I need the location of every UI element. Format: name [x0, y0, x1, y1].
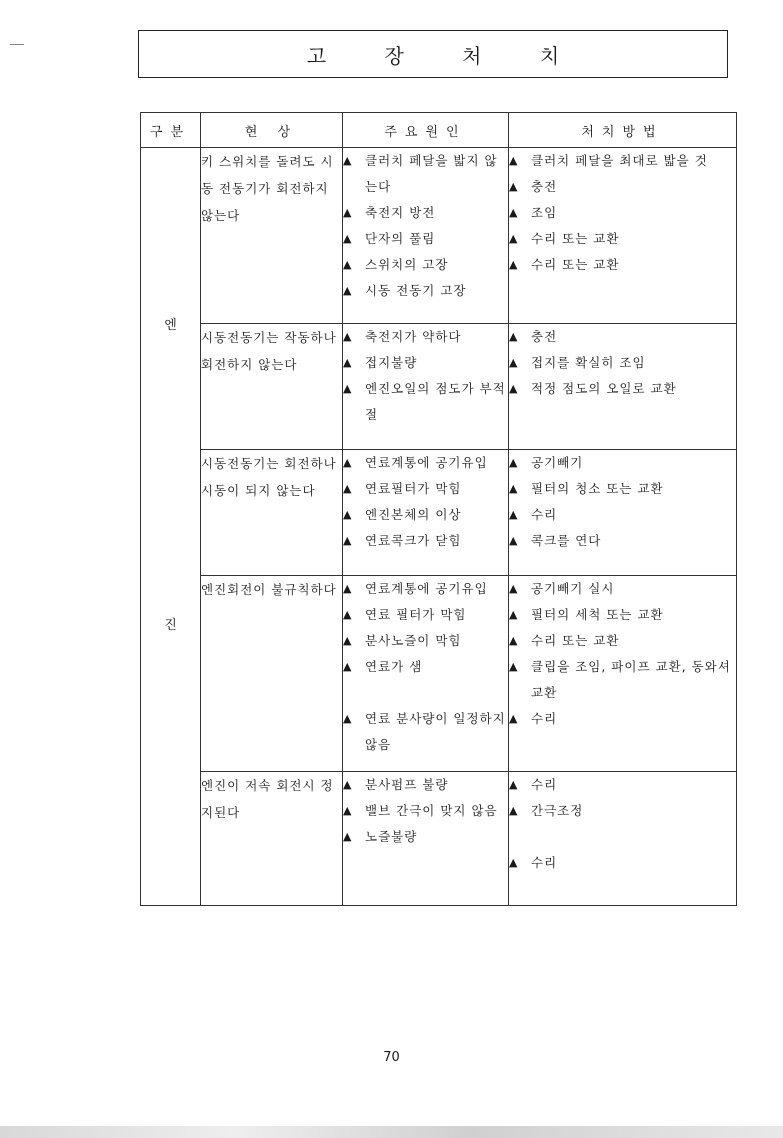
triangle-bullet-icon: ▲	[509, 482, 519, 495]
triangle-bullet-icon: ▲	[343, 356, 353, 369]
triangle-bullet-icon: ▲	[343, 206, 353, 219]
triangle-bullet-icon: ▲	[343, 330, 353, 343]
list-item: ▲ 연료필터가 막힘	[343, 476, 508, 502]
list-item: ▲ 축전지가 약하다	[343, 324, 508, 350]
list-item: ▲ 수리	[509, 502, 736, 528]
list-item: ▲ 필터의 청소 또는 교환	[509, 476, 736, 502]
list-item: ▲ 수리	[509, 706, 736, 732]
list-item: ▲ 수리 또는 교환	[509, 226, 736, 252]
triangle-bullet-icon: ▲	[509, 534, 519, 547]
list-item: ▲ 충전	[509, 174, 736, 200]
list-item: ▲ 노즐불량	[343, 824, 508, 850]
triangle-bullet-icon: ▲	[509, 356, 519, 369]
triangle-bullet-icon: ▲	[343, 804, 353, 817]
triangle-bullet-icon: ▲	[509, 856, 519, 869]
category-char-2: 진	[164, 618, 177, 633]
triangle-bullet-icon: ▲	[343, 534, 353, 547]
list-item: ▲ 공기빼기	[509, 450, 736, 476]
triangle-bullet-icon: ▲	[509, 634, 519, 647]
triangle-bullet-icon: ▲	[343, 154, 353, 167]
triangle-bullet-icon: ▲	[343, 712, 353, 725]
table-row	[141, 324, 737, 450]
list-item: ▲ 수리 또는 교환	[509, 628, 736, 654]
list-item: ▲ 연료 필터가 막힘	[343, 602, 508, 628]
list-item: ▲ 단자의 풀림	[343, 226, 508, 252]
list-item: ▲ 조임	[509, 200, 736, 226]
list-item: ▲ 연료계통에 공기유입	[343, 576, 508, 602]
triangle-bullet-icon: ▲	[509, 232, 519, 245]
list-item: ▲ 클립을 조임, 파이프 교환, 동와셔 교환	[509, 654, 736, 706]
header-category: 구분	[141, 113, 201, 148]
triangle-bullet-icon: ▲	[509, 660, 519, 673]
list-item: ▲ 간극조정	[509, 798, 736, 824]
list-item: ▲ 접지를 확실히 조임	[509, 350, 736, 376]
list-item: ▲ 축전지 방전	[343, 200, 508, 226]
triangle-bullet-icon: ▲	[509, 778, 519, 791]
cause-cell	[343, 576, 509, 772]
triangle-bullet-icon: ▲	[343, 482, 353, 495]
header-cause: 주요원인	[343, 113, 509, 148]
list-item: ▲ 접지불량	[343, 350, 508, 376]
page-title: 고 장 처 치	[138, 30, 728, 78]
triangle-bullet-icon: ▲	[509, 154, 519, 167]
list-item: ▲ 연료계통에 공기유입	[343, 450, 508, 476]
triangle-bullet-icon: ▲	[343, 508, 353, 521]
triangle-bullet-icon: ▲	[343, 284, 353, 297]
header-remedy: 처치방법	[509, 113, 737, 148]
scan-margin-mark	[10, 44, 24, 45]
list-item: ▲ 분사노즐이 막힘	[343, 628, 508, 654]
cause-cell	[343, 324, 509, 450]
list-item: ▲ 시동 전동기 고장	[343, 278, 508, 304]
triangle-bullet-icon: ▲	[509, 180, 519, 193]
remedy-cell	[509, 148, 737, 324]
triangle-bullet-icon: ▲	[509, 608, 519, 621]
triangle-bullet-icon: ▲	[343, 232, 353, 245]
remedy-cell	[509, 324, 737, 450]
list-item: ▲ 적정 점도의 오일로 교환	[509, 376, 736, 402]
triangle-bullet-icon: ▲	[509, 382, 519, 395]
list-item: ▲ 분사펌프 불량	[343, 772, 508, 798]
triangle-bullet-icon: ▲	[509, 804, 519, 817]
list-item: ▲ 연료콕크가 닫힘	[343, 528, 508, 554]
table-header-row	[141, 113, 737, 148]
triangle-bullet-icon: ▲	[509, 456, 519, 469]
troubleshooting-table	[140, 112, 737, 906]
list-item: ▲ 연료가 샘	[343, 654, 508, 680]
header-phenomenon: 현 상	[201, 113, 343, 148]
remedy-cell	[509, 772, 737, 906]
triangle-bullet-icon: ▲	[509, 206, 519, 219]
cause-cell	[343, 772, 509, 906]
list-item: ▲ 스위치의 고장	[343, 252, 508, 278]
list-item: ▲ 필터의 세척 또는 교환	[509, 602, 736, 628]
triangle-bullet-icon: ▲	[509, 330, 519, 343]
triangle-bullet-icon: ▲	[343, 258, 353, 271]
list-item: ▲ 충전	[509, 324, 736, 350]
triangle-bullet-icon: ▲	[343, 456, 353, 469]
cause-cell	[343, 450, 509, 576]
triangle-bullet-icon: ▲	[509, 258, 519, 271]
triangle-bullet-icon: ▲	[343, 608, 353, 621]
triangle-bullet-icon: ▲	[509, 508, 519, 521]
phenomenon-cell: 엔진회전이 불규칙하다	[201, 576, 343, 772]
triangle-bullet-icon: ▲	[343, 382, 353, 395]
list-item: ▲ 엔진본체의 이상	[343, 502, 508, 528]
list-item: ▲ 연료 분사량이 일정하지 않음	[343, 706, 508, 758]
table-row	[141, 576, 737, 772]
table-row	[141, 148, 737, 324]
list-item: ▲ 클러치 페달을 최대로 밟을 것	[509, 148, 736, 174]
category-char-1: 엔	[164, 318, 177, 333]
table-row	[141, 450, 737, 576]
triangle-bullet-icon: ▲	[509, 582, 519, 595]
list-item: ▲ 수리	[509, 772, 736, 798]
list-item: ▲ 밸브 간극이 맞지 않음	[343, 798, 508, 824]
list-item: ▲ 클러치 페달을 밟지 않는다	[343, 148, 508, 200]
scan-artifact-bar	[0, 1126, 783, 1138]
list-item: ▲ 엔진오일의 점도가 부적절	[343, 376, 508, 428]
remedy-cell	[509, 576, 737, 772]
page-number: 70	[383, 1050, 400, 1065]
category-cell	[141, 148, 201, 906]
phenomenon-cell: 시동전동기는 작동하나 회전하지 않는다	[201, 324, 343, 450]
remedy-cell	[509, 450, 737, 576]
triangle-bullet-icon: ▲	[343, 830, 353, 843]
triangle-bullet-icon: ▲	[343, 634, 353, 647]
list-item: ▲ 콕크를 연다	[509, 528, 736, 554]
triangle-bullet-icon: ▲	[343, 660, 353, 673]
table-row	[141, 772, 737, 906]
triangle-bullet-icon: ▲	[343, 582, 353, 595]
list-item: ▲ 수리 또는 교환	[509, 252, 736, 278]
phenomenon-cell: 엔진이 저속 회전시 정지된다	[201, 772, 343, 906]
phenomenon-cell: 시동전동기는 회전하나 시동이 되지 않는다	[201, 450, 343, 576]
triangle-bullet-icon: ▲	[509, 712, 519, 725]
list-item: ▲ 수리	[509, 850, 736, 876]
cause-cell	[343, 148, 509, 324]
phenomenon-cell: 키 스위치를 돌려도 시동 전동기가 회전하지 않는다	[201, 148, 343, 324]
list-item: ▲ 공기빼기 실시	[509, 576, 736, 602]
triangle-bullet-icon: ▲	[343, 778, 353, 791]
